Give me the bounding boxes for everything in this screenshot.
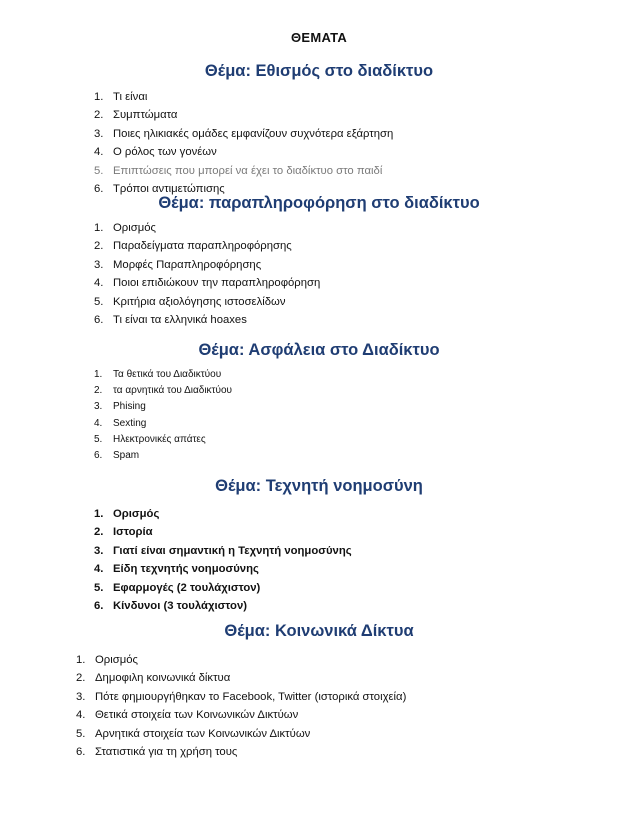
section-heading-ai: Θέμα: Τεχνητή νοημοσύνη xyxy=(215,477,423,495)
section-heading-safety: Θέμα: Ασφάλεια στο Διαδίκτυο xyxy=(198,341,440,359)
section-heading-misinformation: Θέμα: παραπληροφόρηση στο διαδίκτυο xyxy=(158,194,480,212)
section-heading-social-networks: Θέμα: Κοινωνικά Δίκτυα xyxy=(224,622,414,640)
section-heading-addiction: Θέμα: Εθισμός στο διαδίκτυο xyxy=(204,62,434,80)
page-title: ΘΕΜΑΤΑ xyxy=(290,30,348,45)
